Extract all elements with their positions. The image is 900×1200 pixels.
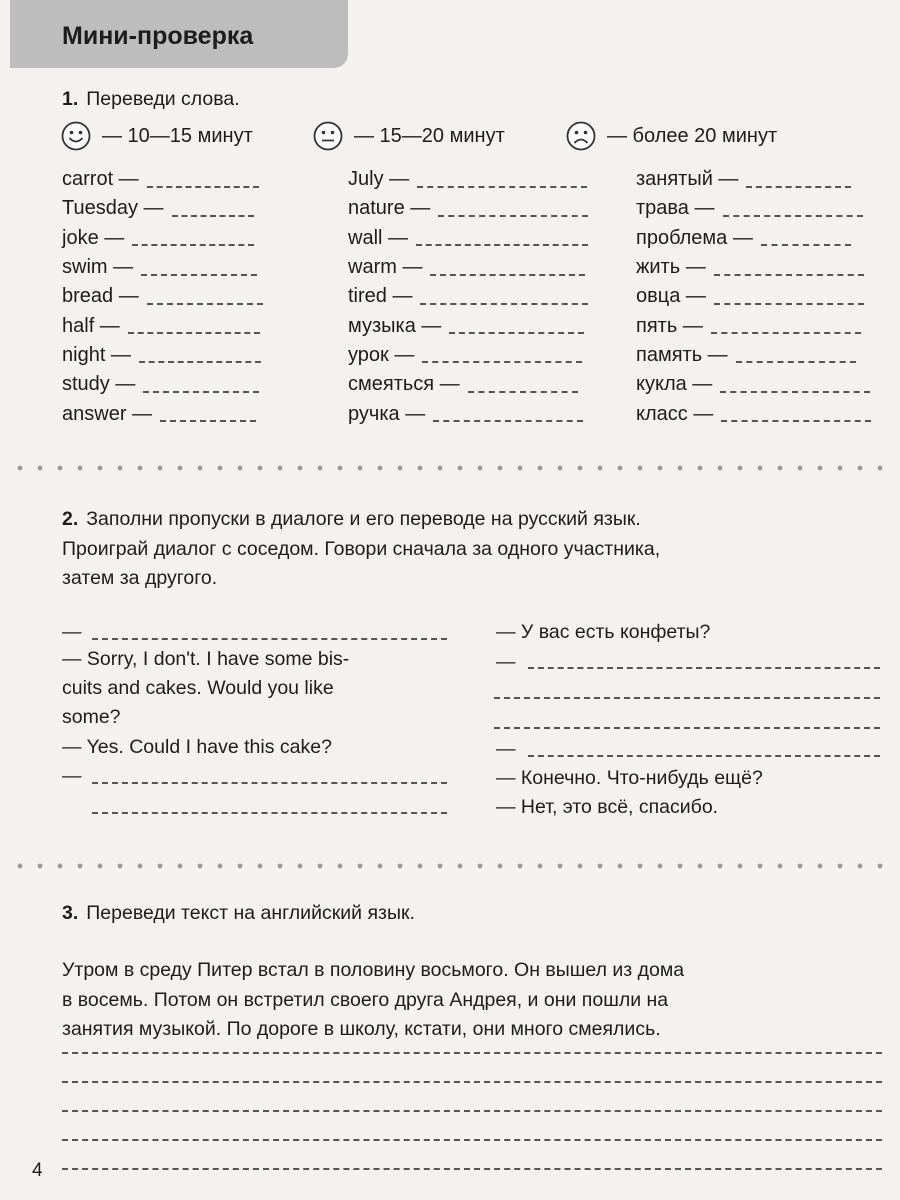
answer-blank[interactable]	[139, 347, 261, 363]
vocab-word: bread —	[62, 285, 139, 308]
vocab-word: carrot —	[62, 168, 139, 191]
vocab-word: night —	[62, 343, 131, 366]
answer-blank[interactable]	[494, 727, 880, 729]
answer-blank[interactable]	[92, 782, 447, 784]
vocab-item	[62, 194, 332, 223]
vocab-item	[62, 253, 332, 282]
vocab-word: занятый —	[636, 168, 739, 191]
vocab-word: swim —	[62, 256, 134, 279]
answer-line[interactable]	[62, 1052, 882, 1054]
answer-blank[interactable]	[141, 260, 257, 276]
vocab-word: study —	[62, 373, 136, 396]
vocab-word: урок —	[348, 343, 415, 366]
dialogue-left-line: some?	[62, 706, 121, 729]
happy-face-icon	[60, 120, 92, 152]
answer-blank[interactable]	[528, 667, 880, 669]
vocab-item	[636, 224, 886, 253]
vocab-item	[348, 370, 623, 399]
vocab-item	[636, 253, 886, 282]
vocab-item	[348, 224, 623, 253]
dialogue-right-line: —	[496, 738, 516, 761]
dialogue-right-line: — Конечно. Что-нибудь ещё?	[496, 767, 763, 790]
answer-blank[interactable]	[714, 289, 864, 305]
vocab-item	[636, 194, 886, 223]
vocab-word: жить —	[636, 256, 706, 279]
vocab-word: tired —	[348, 285, 413, 308]
vocab-word: кукла —	[636, 373, 713, 396]
vocab-item	[62, 370, 332, 399]
task2-instruction	[62, 505, 882, 594]
answer-blank[interactable]	[720, 377, 870, 393]
vocab-item	[636, 399, 886, 428]
vocab-word: July —	[348, 168, 410, 191]
answer-line[interactable]	[62, 1081, 882, 1083]
dialogue-left-line: — Yes. Could I have this cake?	[62, 736, 332, 759]
time-legend	[60, 120, 850, 156]
time-level-medium-label: — 15—20 минут	[354, 124, 505, 147]
answer-blank[interactable]	[438, 201, 588, 217]
answer-blank[interactable]	[746, 172, 851, 188]
vocab-word: warm —	[348, 256, 423, 279]
answer-blank[interactable]	[422, 347, 582, 363]
answer-blank[interactable]	[92, 812, 447, 814]
answer-blank[interactable]	[736, 347, 856, 363]
vocab-word: класс —	[636, 402, 714, 425]
vocab-word: answer —	[62, 402, 153, 425]
task2-instruction-line: Проиграй диалог с соседом. Говори сначала за одного участника,	[62, 537, 661, 560]
task3-number: 3.	[62, 902, 79, 924]
vocab-word: пять —	[636, 314, 703, 337]
answer-blank[interactable]	[92, 638, 447, 640]
vocab-item	[62, 165, 332, 194]
task3-text-line: Утром в среду Питер встал в половину восьмого. Он вышел из дома	[62, 959, 685, 981]
task3-text	[62, 956, 887, 1045]
dialogue-left-line: — Sorry, I don't. I have some bis-	[62, 648, 350, 671]
vocab-item	[348, 311, 623, 340]
answer-blank[interactable]	[143, 377, 259, 393]
vocab-item	[348, 165, 623, 194]
vocab-word: ручка —	[348, 402, 426, 425]
task2-number: 2.	[62, 508, 79, 530]
task2-instruction-line: затем за другого.	[62, 567, 218, 589]
vocab-word: смеяться —	[348, 373, 460, 396]
answer-blank[interactable]	[420, 289, 588, 305]
time-level-hard-label: — более 20 минут	[607, 124, 778, 147]
neutral-face-icon	[312, 120, 344, 152]
vocab-item	[636, 282, 886, 311]
vocab-word: half —	[62, 314, 120, 337]
answer-blank[interactable]	[147, 172, 259, 188]
answer-line[interactable]	[62, 1139, 882, 1141]
vocab-word: память —	[636, 343, 728, 366]
time-level-hard	[565, 120, 777, 152]
answer-blank[interactable]	[528, 755, 880, 757]
vocab-item	[348, 341, 623, 370]
answer-blank[interactable]	[433, 406, 583, 422]
dialogue-right-line: — Нет, это всё, спасибо.	[496, 796, 719, 819]
answer-blank[interactable]	[172, 201, 254, 217]
vocab-item	[636, 341, 886, 370]
answer-line[interactable]	[62, 1168, 882, 1170]
vocab-word: музыка —	[348, 314, 442, 337]
vocab-column-1	[62, 165, 332, 429]
vocab-item	[636, 311, 886, 340]
vocab-item	[348, 194, 623, 223]
vocab-item	[62, 311, 332, 340]
vocab-item	[62, 341, 332, 370]
vocab-word: wall —	[348, 226, 409, 249]
time-level-easy-label: — 10—15 минут	[102, 124, 253, 147]
answer-blank[interactable]	[132, 230, 254, 246]
dialogue-right-line: —	[496, 651, 516, 674]
vocab-item	[62, 399, 332, 428]
answer-blank[interactable]	[761, 230, 851, 246]
answer-blank[interactable]	[160, 406, 256, 422]
dialogue-left-line: cuits and cakes. Would you like	[62, 677, 334, 700]
answer-blank[interactable]	[416, 230, 588, 246]
section-divider	[10, 465, 885, 471]
task3-text-line: занятия музыкой. По дороге в школу, кстати, они много смеялись.	[62, 1018, 661, 1040]
answer-line[interactable]	[62, 1110, 882, 1112]
vocab-word: овца —	[636, 285, 706, 308]
vocab-item	[348, 253, 623, 282]
time-level-medium	[312, 120, 505, 152]
vocab-item	[62, 224, 332, 253]
task3-heading	[62, 902, 415, 925]
task3-instruction: Переведи текст на английский язык.	[86, 902, 415, 924]
vocab-word: проблема —	[636, 226, 753, 249]
answer-blank[interactable]	[430, 260, 585, 276]
vocab-word: joke —	[62, 226, 125, 249]
answer-blank[interactable]	[711, 318, 861, 334]
answer-blank[interactable]	[449, 318, 584, 334]
task2-instruction-line: 2. Заполни пропуски в диалоге и его переводе на русский язык.	[62, 508, 641, 530]
vocab-word: Tuesday —	[62, 197, 164, 220]
vocab-column-2	[348, 165, 623, 429]
vocab-word: трава —	[636, 197, 715, 220]
answer-blank[interactable]	[468, 377, 578, 393]
vocab-item	[348, 399, 623, 428]
dialogue-left-line: —	[62, 765, 82, 788]
vocab-item	[636, 165, 886, 194]
answer-blank[interactable]	[723, 201, 863, 217]
page-title: Мини-проверка	[62, 22, 254, 50]
vocab-column-3	[636, 165, 886, 429]
sad-face-icon	[565, 120, 597, 152]
section-divider	[10, 863, 885, 869]
answer-blank[interactable]	[128, 318, 260, 334]
task1-number: 1.	[62, 88, 79, 110]
vocab-item	[636, 370, 886, 399]
time-level-easy	[60, 120, 253, 152]
answer-blank[interactable]	[721, 406, 871, 422]
answer-blank[interactable]	[147, 289, 263, 305]
vocab-item	[348, 282, 623, 311]
answer-blank[interactable]	[494, 697, 880, 699]
vocab-item	[62, 282, 332, 311]
dialogue-right-line: — У вас есть конфеты?	[496, 621, 711, 644]
dialogue-left-line: —	[62, 621, 82, 644]
page-number: 4	[32, 1160, 43, 1181]
vocab-word: nature —	[348, 197, 431, 220]
task3-text-line: в восемь. Потом он встретил своего друга Андрея, и они пошли на	[62, 988, 669, 1011]
answer-blank[interactable]	[714, 260, 864, 276]
answer-blank[interactable]	[417, 172, 587, 188]
task1-heading	[62, 88, 240, 111]
task1-instruction: Переведи слова.	[86, 88, 240, 110]
